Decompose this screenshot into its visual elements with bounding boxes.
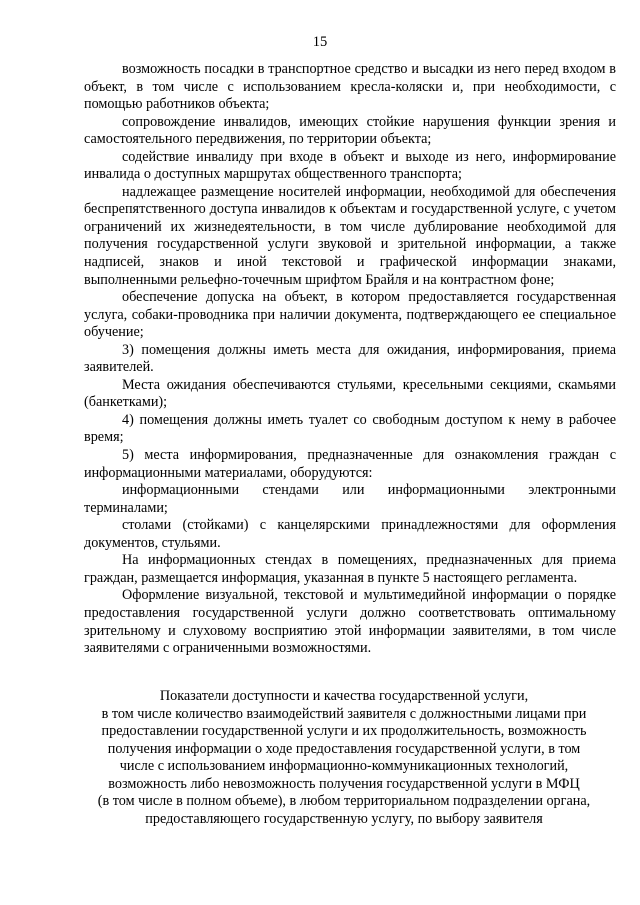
- paragraph: сопровождение инвалидов, имеющих стойкие нарушения функции зрения и самостоятельного передвижения, по территории объекта;: [84, 113, 616, 148]
- paragraph: На информационных стендах в помещениях, предназначенных для приема граждан, размещается информация, указанная в пункте 5 настоящего регламента.: [84, 552, 616, 586]
- paragraph: Оформление визуальной, текстовой и мультимедийной информации о порядке предоставления государственной услуги должно соответствовать оптимальному зрительному и слуховому восприятию этой информации заявителями, в том числе заявителями с ограниченными возможностями.: [84, 587, 616, 657]
- section-heading-line: получения информации о ходе предоставления государственной услуги, в том: [107, 740, 581, 757]
- paragraph: столами (стойками) с канцелярскими принадлежностями для оформления документов, стульями.: [84, 517, 616, 551]
- paragraph: информационными стендами или информационными электронными терминалами;: [84, 482, 616, 516]
- paragraph: возможность посадки в транспортное средство и высадки из него перед входом в объект, в том числе с использованием кресла-коляски и, при необходимости, с помощью работников объекта;: [84, 61, 616, 113]
- section-heading-line: в том числе количество взаимодействий заявителя с должностными лицами при: [101, 705, 587, 722]
- section-heading-line: возможность либо невозможность получения государственной услуги в МФЦ: [108, 775, 580, 792]
- paragraph: 4) помещения должны иметь туалет со свободным доступом к нему в рабочее время;: [84, 411, 616, 446]
- section-heading-line: числе с использованием информационно-коммуникационных технологий,: [119, 758, 569, 774]
- section-heading-line: (в том числе в полном объеме), в любом территориальном подразделении органа,: [97, 793, 591, 809]
- section-heading-line: Показатели доступности и качества государственной услуги,: [159, 688, 529, 704]
- paragraph: содействие инвалиду при входе в объект и выходе из него, информирование инвалида о доступных маршрутах общественного транспорта;: [84, 148, 616, 183]
- paragraph: обеспечение допуска на объект, в котором предоставляется государственная услуга, собаки-проводника при наличии документа, подтверждающего ее специальное обучение;: [84, 289, 616, 341]
- paragraph: 5) места информирования, предназначенные для ознакомления граждан с информационными материалами, оборудуются:: [84, 447, 616, 481]
- section-heading: [74, 688, 614, 828]
- section-heading-line: предоставлении государственной услуги и их продолжительность, возможность: [101, 723, 587, 739]
- paragraph: 3) помещения должны иметь места для ожидания, информирования, приема заявителей.: [84, 341, 616, 376]
- paragraph: Места ожидания обеспечиваются стульями, кресельными секциями, скамьями (банкетками);: [84, 376, 616, 411]
- page-number: 15: [312, 34, 328, 50]
- section-heading-line: предоставляющего государственную услугу, по выбору заявителя: [145, 810, 543, 827]
- paragraph: надлежащее размещение носителей информации, необходимой для обеспечения беспрепятственного доступа инвалидов к объектам и государственной услуге, с учетом ограничений их жизнедеятельности, в том числе дублирование необходимой для получения государственной услуги звуковой и зрительной информации, а также надписей, знаков и иной текстовой и графической информации знаками, выполненными рельефно-точечным шрифтом Брайля и на контрастном фоне;: [84, 183, 616, 288]
- body-text: [84, 61, 616, 658]
